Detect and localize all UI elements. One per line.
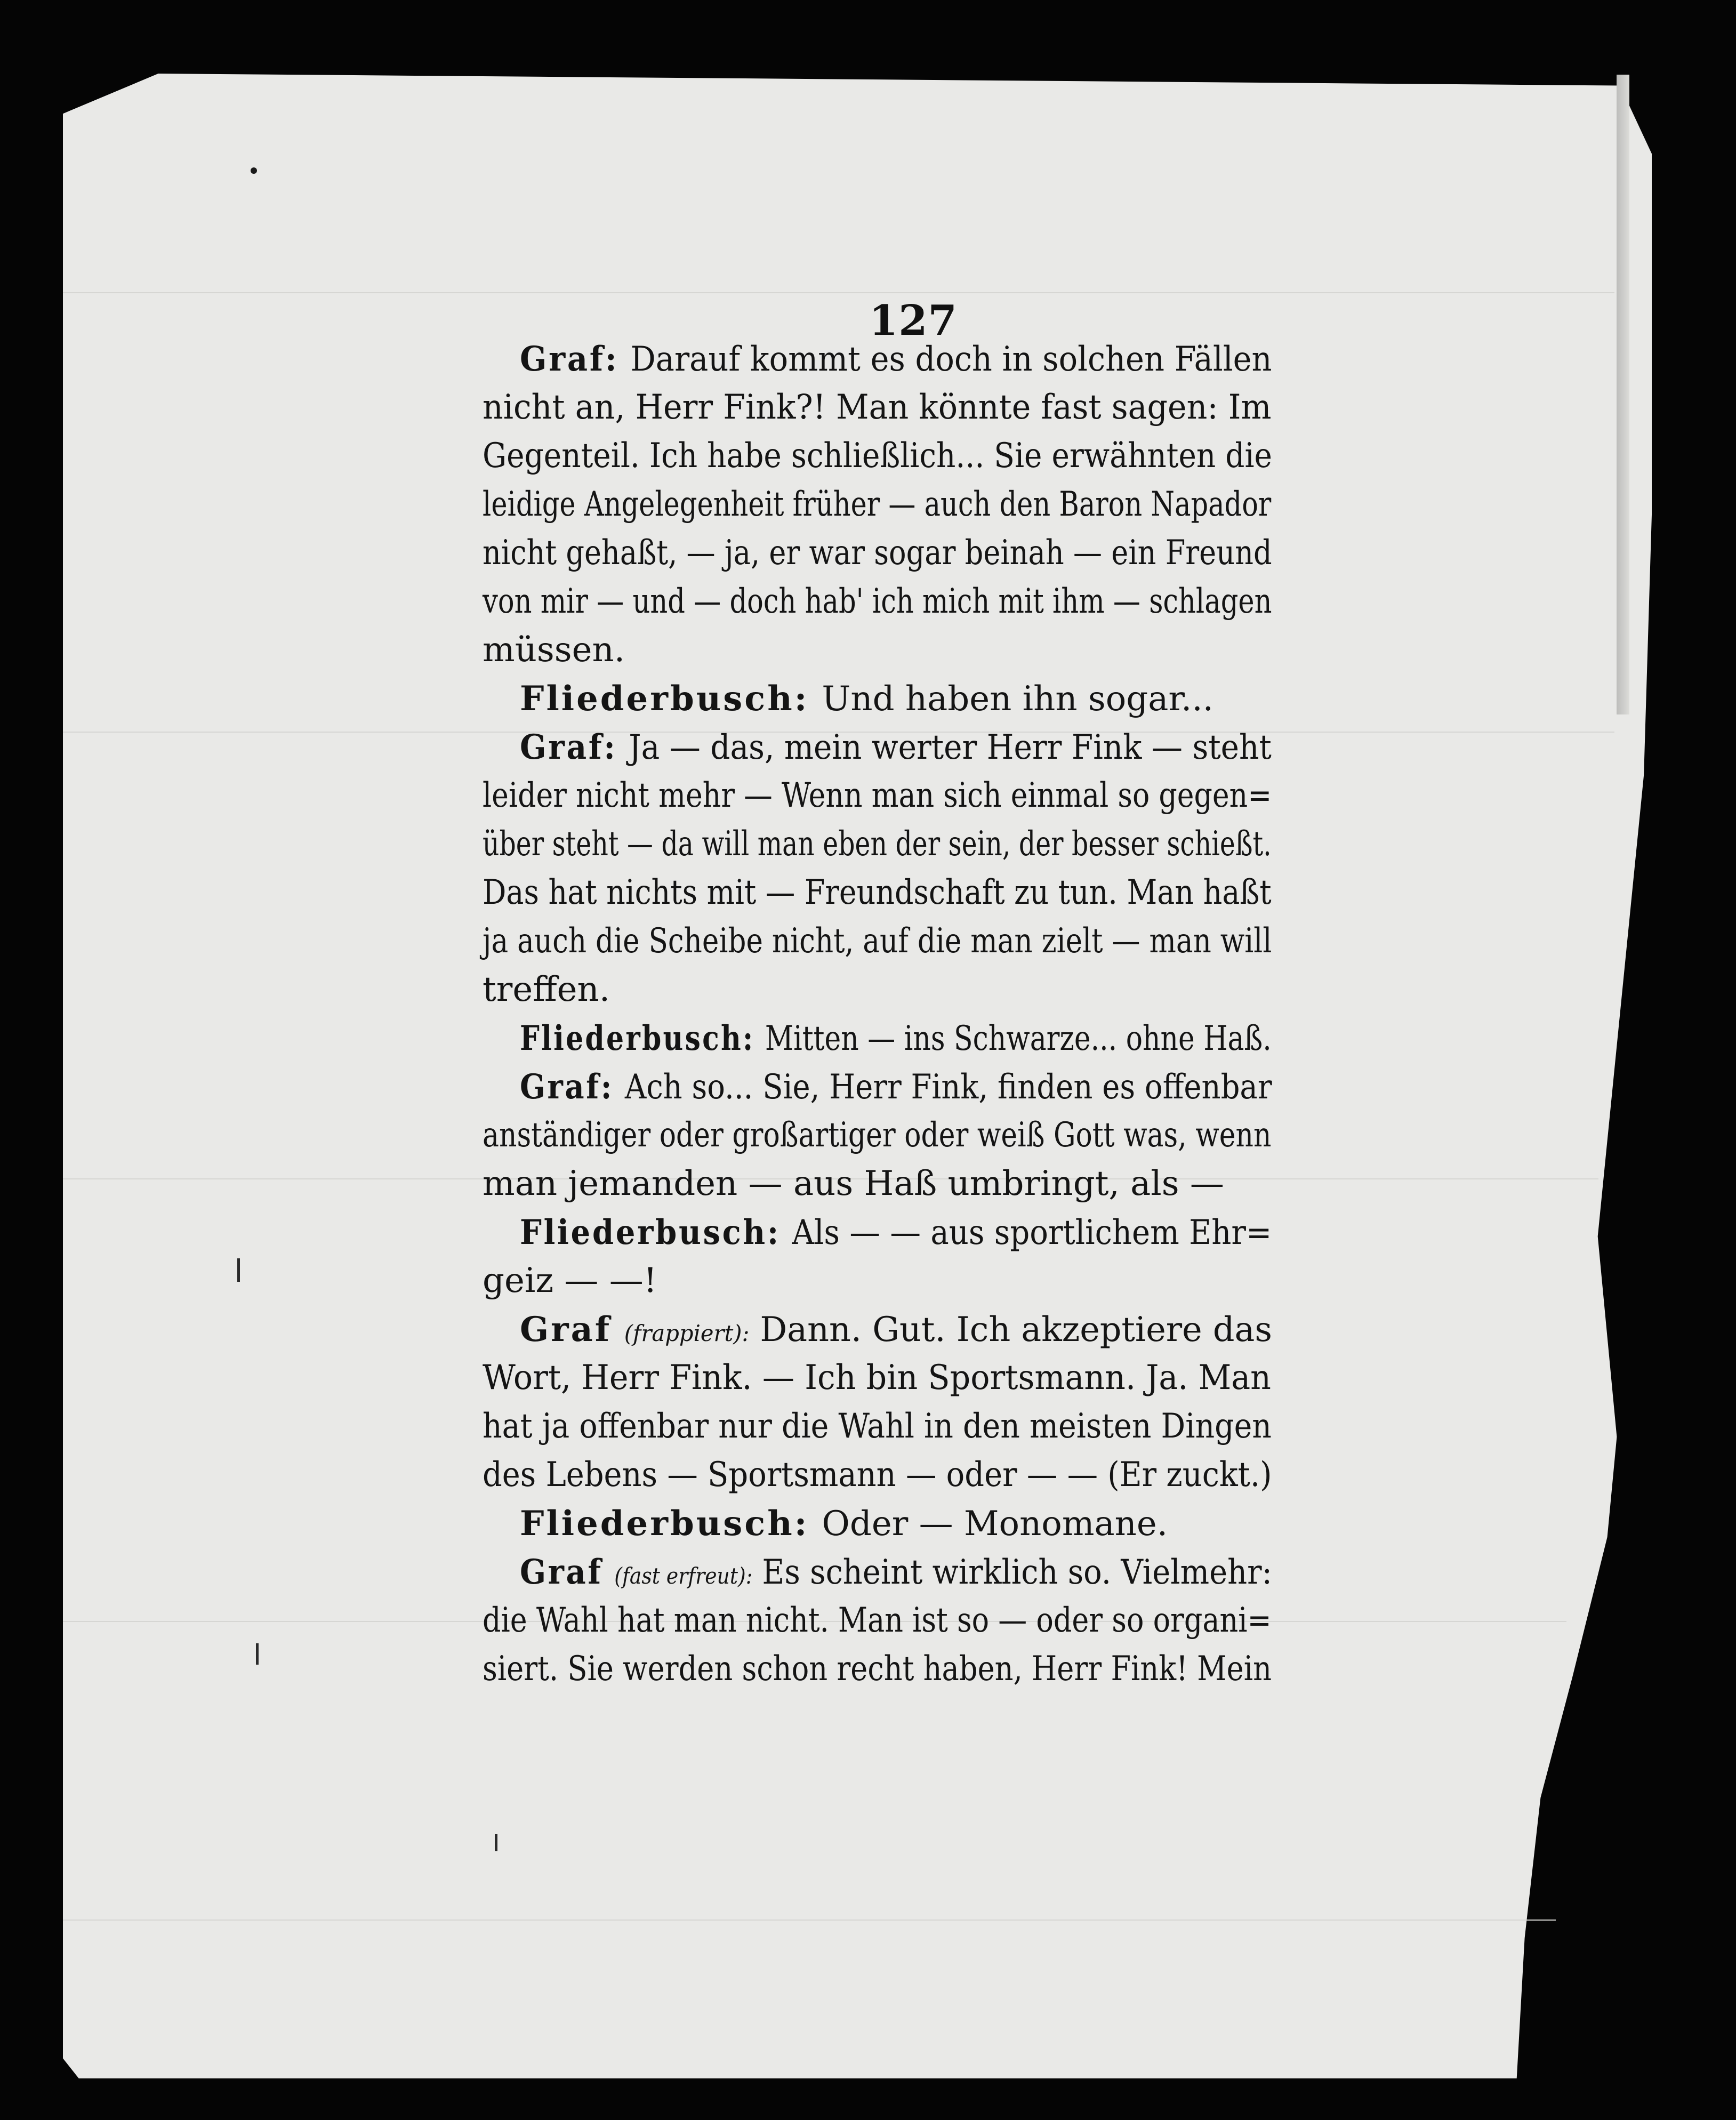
text-line [483,1160,1272,1208]
dialogue-text: Ach so... Sie, Herr Fink, finden es offenbar [624,1067,1272,1107]
line-content [483,869,1272,917]
speaker-name: Graf: [520,339,619,379]
dialogue-text: Gegenteil. Ich habe schließlich... Sie erwähnten die [483,436,1272,476]
text-line [483,1548,1272,1596]
text-line [483,383,1272,432]
text-line [483,1208,1272,1257]
text-line [483,1305,1272,1354]
line-content [483,1451,1272,1499]
line-content [483,626,625,674]
page-edge-shadow [1617,75,1629,714]
text-line [483,432,1272,480]
text-line [483,529,1272,577]
line-content [520,335,1272,383]
text-line [483,577,1272,626]
dialogue-text: Mitten — ins Schwarze... ohne Haß. [765,1019,1272,1058]
stage-direction: (fast erfreut): [614,1563,753,1589]
line-content [520,674,1213,723]
line-content [483,1111,1271,1160]
text-line [483,869,1272,917]
text-line [483,820,1272,869]
margin-mark [495,1834,497,1851]
text-line [483,1596,1272,1645]
speaker-name: Fliederbusch: [520,679,809,719]
dialogue-text: treffen. [483,970,610,1009]
dialogue-text: Wort, Herr Fink. — Ich bin Sportsmann. Ja. Man [483,1358,1271,1398]
speaker-name: Fliederbusch: [520,1212,781,1252]
text-line [483,1354,1272,1402]
text-line [483,1014,1272,1063]
speaker-name: Graf [520,1310,612,1350]
dialogue-text: leidige Angelegenheit früher — auch den Baron Napador [483,485,1272,524]
line-content [520,1548,1272,1596]
line-content [483,917,1272,966]
line-content [520,1499,1168,1548]
paper-fold-line [63,1920,1556,1921]
dialogue-text: nicht gehaßt, — ja, er war sogar beinah — ein Freund [483,533,1272,573]
text-line [483,723,1272,772]
ink-speck [251,167,257,174]
text-line [483,626,1272,674]
margin-mark [256,1643,259,1665]
dialogue-text: nicht an, Herr Fink?! Man könnte fast sagen: Im [483,388,1272,427]
line-content [520,1063,1272,1111]
line-content [483,966,610,1014]
line-content [520,723,1272,772]
dialogue-text: Oder — Monomane. [822,1504,1168,1544]
speaker-name: Graf: [520,727,617,767]
dialogue-text: anständiger oder großartiger oder weiß Gott was, wenn [483,1115,1272,1155]
dialogue-text: Und haben ihn sogar... [822,679,1213,719]
text-line [483,966,1272,1014]
speaker-name: Fliederbusch: [520,1018,755,1058]
dialogue-text: hat ja offenbar nur die Wahl in den meisten Dingen [483,1407,1272,1446]
line-content [483,1354,1271,1402]
text-line [483,1645,1272,1693]
play-text [483,335,1272,1693]
dialogue-text: man jemanden — aus Haß umbringt, als — [483,1164,1224,1203]
line-content [483,1257,657,1305]
dialogue-text: von mir — und — doch hab' ich mich mit ihm — schlagen [483,582,1272,621]
text-line [483,1451,1272,1499]
text-line [483,1111,1272,1160]
dialogue-text: die Wahl hat man nicht. Man ist so — oder so organi= [483,1601,1272,1640]
dialogue-text: Das hat nichts mit — Freundschaft zu tun. Man haßt [483,873,1272,912]
line-content [483,1160,1224,1208]
dialogue-text: Ja — das, mein werter Herr Fink — steht [629,728,1272,767]
dialogue-text: leider nicht mehr — Wenn man sich einmal so gegen= [483,776,1272,815]
text-line [483,1257,1272,1305]
speaker-name: Graf [520,1552,603,1592]
speaker-name: Fliederbusch: [520,1504,809,1544]
text-line [483,1402,1272,1451]
dialogue-text: geiz — —! [483,1261,657,1300]
line-content [520,1208,1272,1257]
text-line [483,1063,1272,1111]
text-line [483,335,1272,383]
dialogue-text: Es scheint wirklich so. Vielmehr: [762,1553,1272,1592]
text-line [483,674,1272,723]
line-content [483,432,1272,480]
text-line [483,1499,1272,1548]
margin-mark [237,1258,240,1282]
stage-direction: (frappiert): [624,1320,750,1346]
line-content [483,1645,1272,1693]
dialogue-text: Dann. Gut. Ich akzeptiere das [760,1310,1272,1350]
text-line [483,917,1272,966]
line-content [483,577,1272,626]
dialogue-text: des Lebens — Sportsmann — oder — — (Er zuckt.) [483,1455,1272,1495]
dialogue-text: ja auch die Scheibe nicht, auf die man zielt — man will [483,921,1272,961]
text-line [483,772,1272,820]
dialogue-text: siert. Sie werden schon recht haben, Herr Fink! Mein [483,1649,1272,1689]
dialogue-text: über steht — da will man eben der sein, der besser schießt. [483,824,1272,864]
line-content [483,1402,1272,1451]
line-content [483,480,1271,529]
paper-fold-line [63,292,1614,293]
text-line [483,480,1272,529]
dialogue-text: müssen. [483,630,625,670]
line-content [483,820,1272,869]
dialogue-text: Darauf kommt es doch in solchen Fällen [630,340,1272,379]
line-content [520,1305,1272,1354]
speaker-name: Graf: [520,1067,614,1107]
dialogue-text: Als — — aus sportlichem Ehr= [792,1213,1272,1252]
line-content [520,1014,1272,1063]
page-number: 127 [869,296,958,345]
line-content [483,529,1272,577]
line-content [483,772,1272,820]
line-content [483,1596,1272,1645]
line-content [483,383,1272,432]
